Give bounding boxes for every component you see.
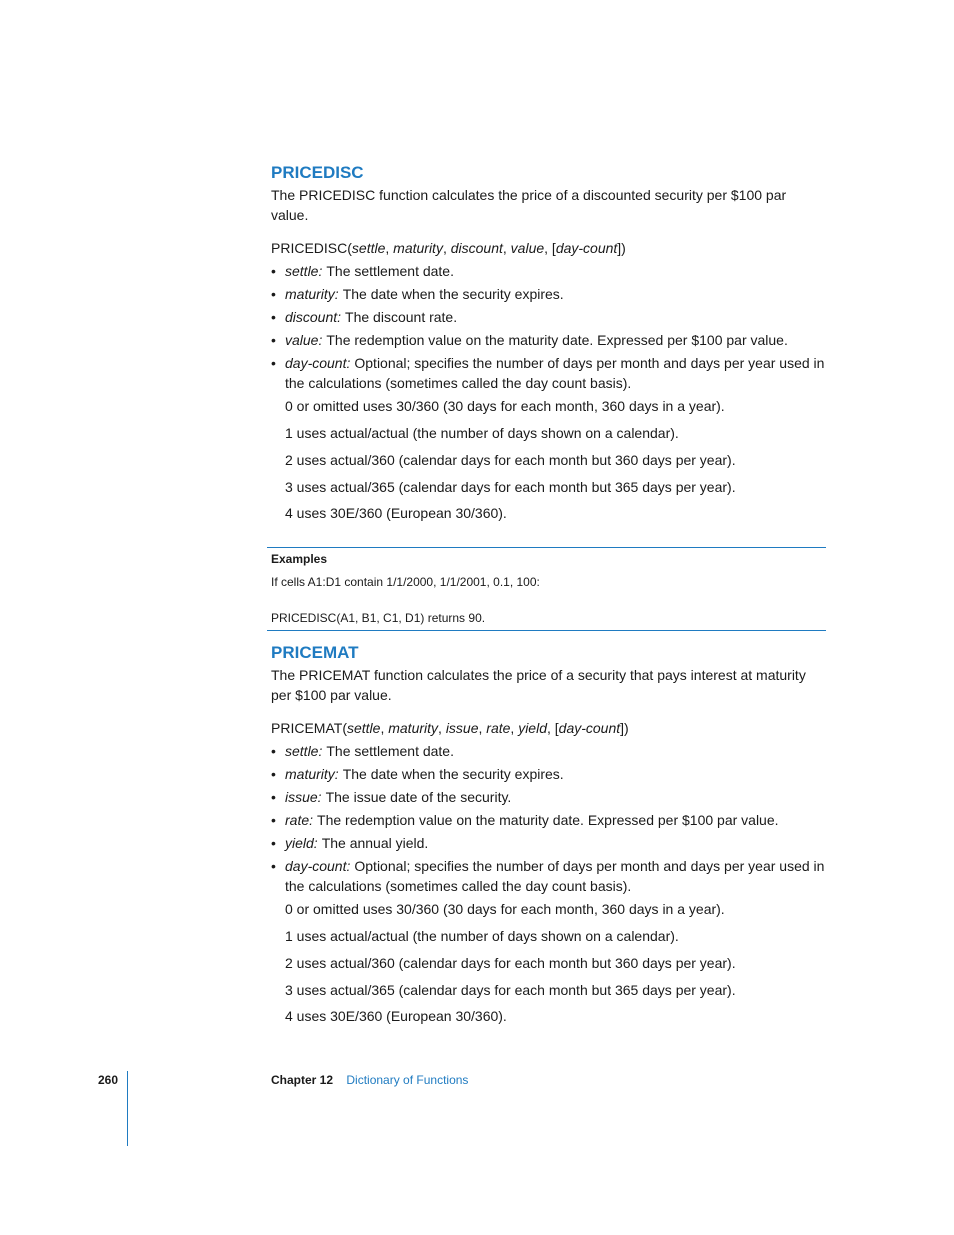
syntax-arg: yield [518,720,547,736]
pricemat-syntax: PRICEMAT(settle, maturity, issue, rate, yield, [day-count]) [271,720,629,736]
syntax-arg: maturity [388,720,439,736]
footer-divider [127,1071,128,1146]
option-line: 4 uses 30E/360 (European 30/360). [285,505,507,521]
page-number: 260 [98,1073,119,1087]
option-line: 2 uses actual/360 (calendar days for each month but 360 days per year). [285,452,736,468]
syntax-arg: discount [450,240,503,256]
pricemat-args [271,741,827,896]
syntax-arg: rate [486,720,511,736]
chapter-footer [271,1073,468,1087]
pricedisc-heading: PRICEDISC [271,163,364,182]
syntax-arg: day-count [555,240,618,256]
list-item: • rate: The redemption value on the maturity date. Expressed per $100 par value. [271,810,827,830]
chapter-label: Chapter 12 [271,1073,334,1087]
list-item: • maturity: The date when the security expires. [271,284,827,304]
list-item: • day-count: Optional; specifies the number of days per month and days per year used in the calculations (sometimes called the day count basis). [271,353,827,393]
pricedisc-args [271,261,827,393]
examples-box [267,547,826,631]
list-item: • yield: The annual yield. [271,833,827,853]
pricedisc-description: The PRICEDISC function calculates the price of a discounted security per $100 par value. [271,187,787,223]
option-line: 1 uses actual/actual (the number of days shown on a calendar). [285,928,679,944]
option-line: 4 uses 30E/360 (European 30/360). [285,1008,507,1024]
syntax-fn: PRICEDISC [271,240,348,256]
option-line: 0 or omitted uses 30/360 (30 days for each month, 360 days in a year). [285,901,725,917]
pricemat-description: The PRICEMAT function calculates the price of a security that pays interest at maturity per $100 par value. [271,667,806,703]
syntax-arg: settle [346,720,381,736]
list-item: • issue: The issue date of the security. [271,787,827,807]
syntax-arg: settle [351,240,386,256]
syntax-arg: value [510,240,545,256]
chapter-title-link[interactable]: Dictionary of Functions [346,1073,469,1087]
list-item: • day-count: Optional; specifies the number of days per month and days per year used in the calculations (sometimes called the day count basis). [271,856,827,896]
option-line: 2 uses actual/360 (calendar days for each month but 360 days per year). [285,955,736,971]
list-item: • settle: The settlement date. [271,261,827,281]
examples-heading: Examples [271,552,328,566]
list-item: • settle: The settlement date. [271,741,827,761]
example-line: PRICEDISC(A1, B1, C1, D1) returns 90. [271,611,486,625]
pricemat-section [271,643,827,1026]
list-item: • maturity: The date when the security expires. [271,764,827,784]
syntax-arg: issue [445,720,479,736]
list-item: • discount: The discount rate. [271,307,827,327]
syntax-arg: maturity [393,240,443,256]
example-line: If cells A1:D1 contain 1/1/2000, 1/1/2001, 0.1, 100: [271,575,540,589]
pricedisc-syntax: PRICEDISC(settle, maturity, discount, value, [day-count]) [271,240,626,256]
option-line: 1 uses actual/actual (the number of days shown on a calendar). [285,425,679,441]
pricedisc-section [271,163,827,523]
syntax-arg: day-count [558,720,621,736]
option-line: 3 uses actual/365 (calendar days for each month but 365 days per year). [285,982,736,998]
option-line: 0 or omitted uses 30/360 (30 days for each month, 360 days in a year). [285,398,725,414]
list-item: • value: The redemption value on the maturity date. Expressed per $100 par value. [271,330,827,350]
syntax-fn: PRICEMAT [271,720,343,736]
pricemat-heading: PRICEMAT [271,643,359,662]
option-line: 3 uses actual/365 (calendar days for each month but 365 days per year). [285,479,736,495]
